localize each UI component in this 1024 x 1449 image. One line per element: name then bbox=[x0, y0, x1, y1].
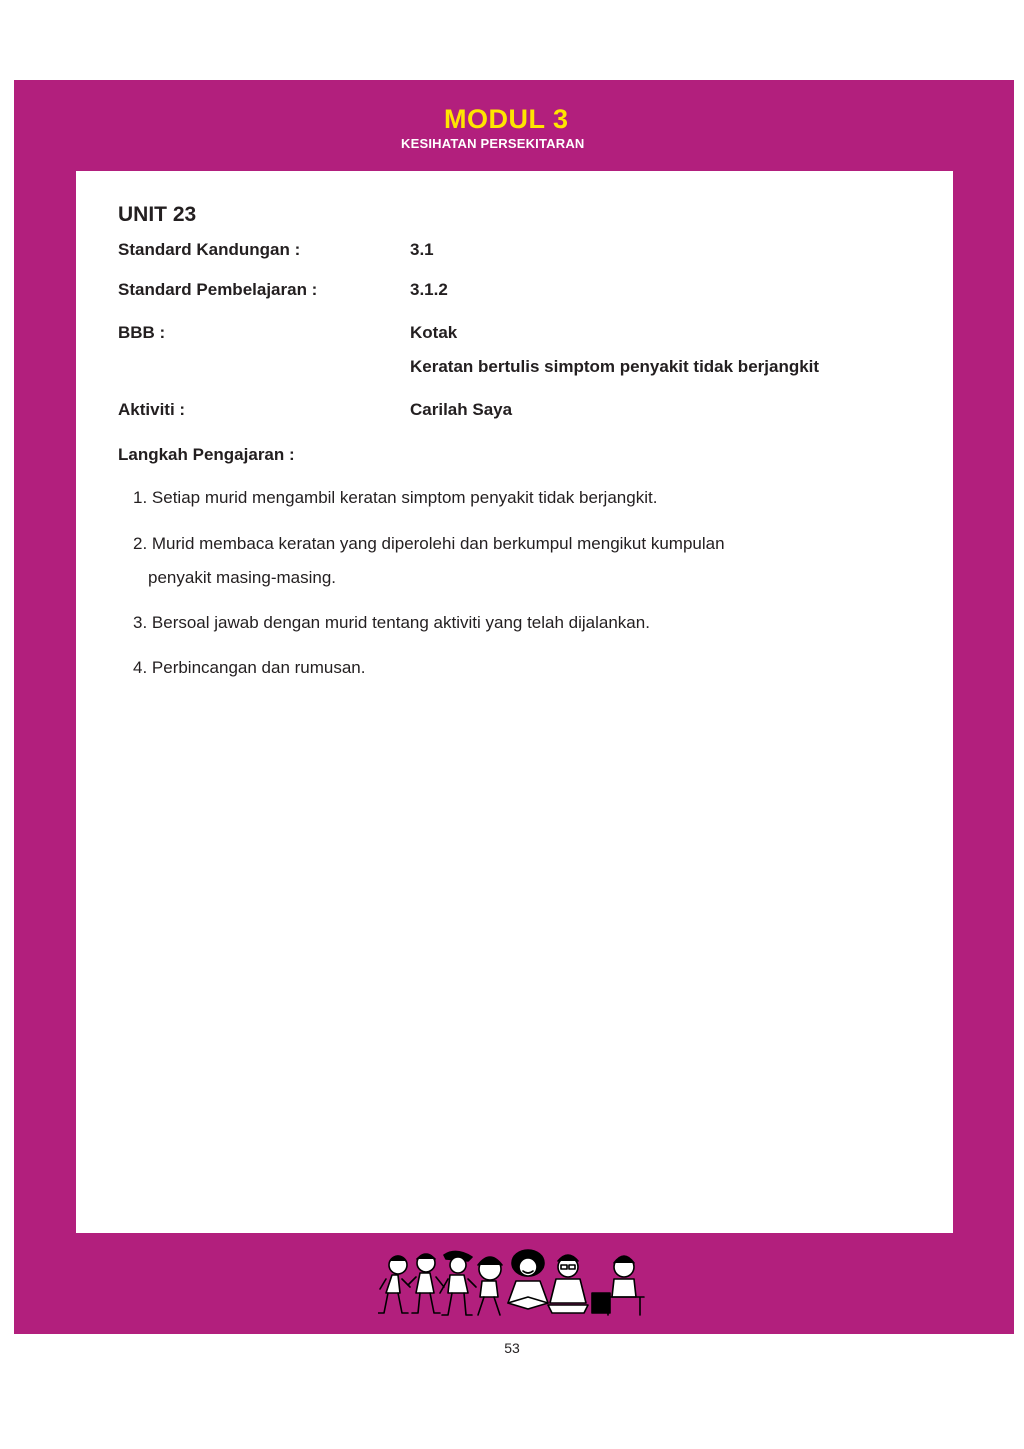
module-title: MODUL 3 bbox=[444, 104, 569, 134]
aktiviti-label: Aktiviti : bbox=[118, 400, 186, 419]
standard-pembelajaran-label: Standard Pembelajaran : bbox=[118, 280, 318, 299]
page-number: 53 bbox=[504, 1340, 520, 1356]
module-subtitle: KESIHATAN PERSEKITARAN bbox=[401, 136, 585, 151]
aktiviti-value: Carilah Saya bbox=[410, 400, 513, 419]
bbb-value-kotak: Kotak bbox=[410, 323, 458, 342]
bbb-label: BBB : bbox=[118, 323, 166, 342]
content-panel bbox=[76, 171, 953, 1233]
standard-kandungan-value: 3.1 bbox=[410, 240, 434, 259]
step-4: 4. Perbincangan dan rumusan. bbox=[133, 658, 366, 677]
unit-title: UNIT 23 bbox=[118, 203, 197, 226]
standard-kandungan-label: Standard Kandungan : bbox=[118, 240, 301, 259]
step-3: 3. Bersoal jawab dengan murid tentang aktiviti yang telah dijalankan. bbox=[133, 613, 650, 632]
step-2-continued: penyakit masing-masing. bbox=[148, 568, 337, 587]
standard-pembelajaran-value: 3.1.2 bbox=[410, 280, 448, 299]
step-2: 2. Murid membaca keratan yang diperolehi dan berkumpul mengikut kumpulan bbox=[133, 534, 725, 553]
step-1: 1. Setiap murid mengambil keratan simptom penyakit tidak berjangkit. bbox=[133, 488, 658, 507]
bbb-value-keratan: Keratan bertulis simptom penyakit tidak berjangkit bbox=[410, 357, 820, 376]
children-illustration bbox=[378, 1247, 648, 1322]
langkah-pengajaran-label: Langkah Pengajaran : bbox=[118, 445, 295, 464]
